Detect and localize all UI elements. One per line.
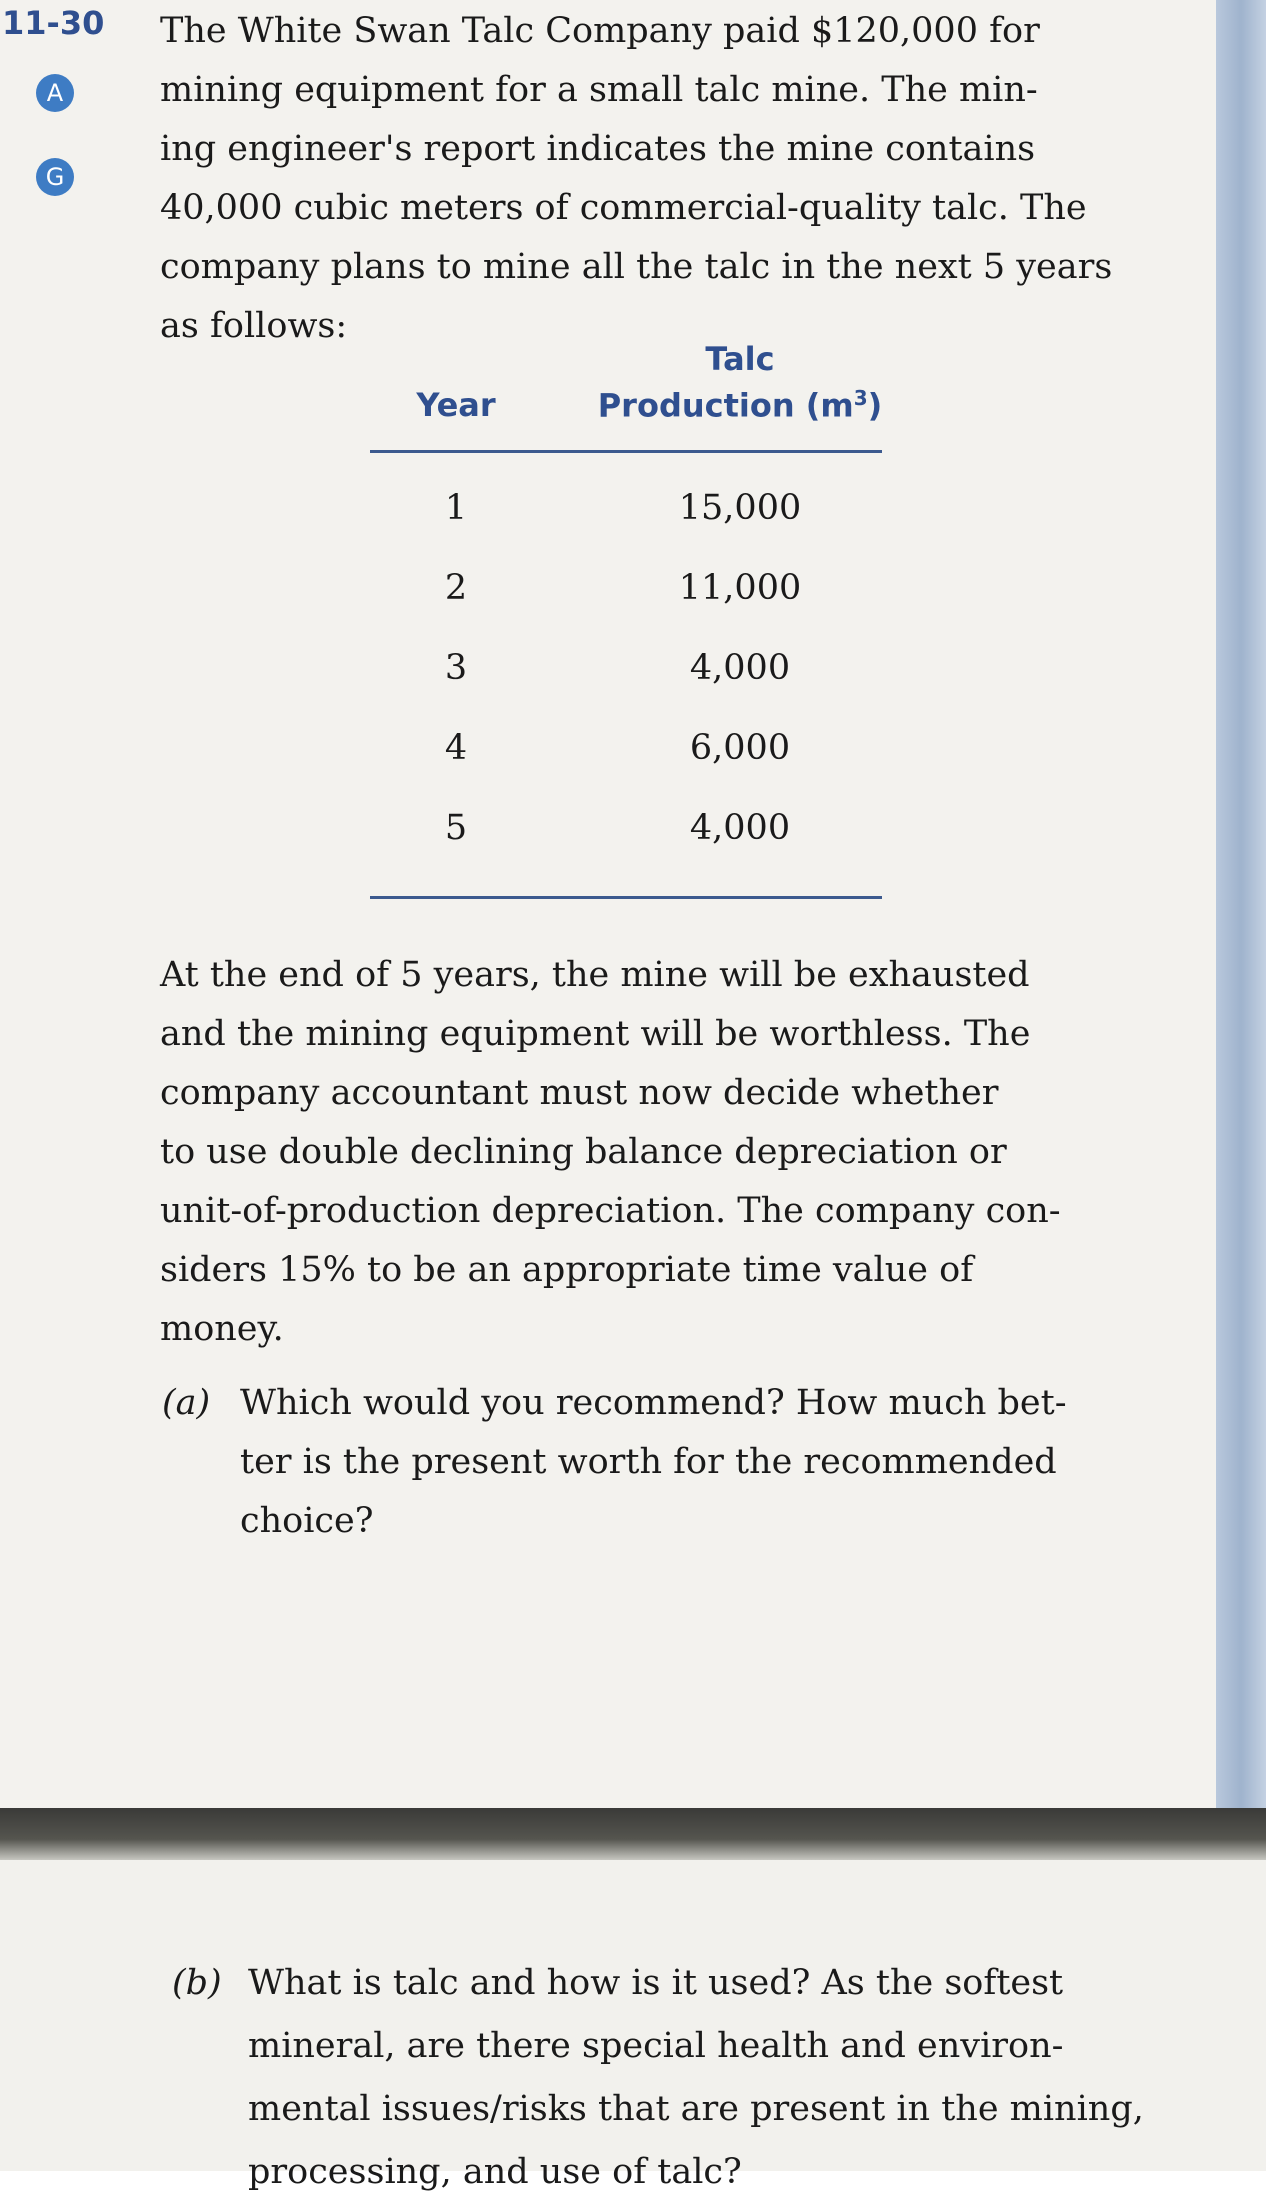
part-b-label: (b): [172, 1963, 222, 2003]
part-b-text: [248, 1952, 1188, 2204]
text-line: mental issues/risks that are present in the mining,: [248, 2089, 1144, 2129]
textbook-page-continued: [0, 1860, 1266, 2192]
production-label: Production (m: [597, 386, 854, 425]
text-line: choice?: [240, 1501, 374, 1541]
production-cell: 4,000: [689, 648, 791, 688]
text-line: ter is the present worth for the recommended: [240, 1442, 1057, 1482]
unit-exponent: 3: [853, 386, 868, 410]
text-line: to use double declining balance depreciation or: [160, 1132, 1007, 1172]
text-line: ing engineer's report indicates the mine contains: [160, 129, 1036, 169]
page-edge: [1216, 0, 1266, 1808]
text-line: Which would you recommend? How much bet-: [240, 1383, 1067, 1423]
part-a-label: (a): [162, 1383, 211, 1423]
text-line: siders 15% to be an appropriate time value of: [160, 1250, 974, 1290]
problem-number: 11-30: [2, 4, 105, 42]
year-cell: 2: [444, 568, 468, 608]
production-close: ): [867, 386, 883, 425]
table-bottom-rule: [370, 896, 882, 899]
year-cell: 3: [444, 648, 468, 688]
text-line: What is talc and how is it used? As the softest: [248, 1963, 1064, 2003]
year-cell: 4: [444, 728, 468, 768]
text-line: money.: [160, 1309, 284, 1349]
production-cell: 15,000: [678, 488, 802, 528]
part-a-text: [240, 1374, 1160, 1551]
header-year: Year: [416, 386, 496, 424]
page-gap-shadow: [0, 1808, 1266, 1860]
table-top-rule: [370, 450, 882, 453]
text-line: The White Swan Talc Company paid $120,000 for: [160, 11, 1040, 51]
text-line: as follows:: [160, 306, 348, 346]
text-line: mining equipment for a small talc mine. The min-: [160, 70, 1038, 110]
header-production-line1: Talc: [705, 340, 775, 378]
text-line: and the mining equipment will be worthless. The: [160, 1014, 1031, 1054]
year-cell: 1: [444, 488, 468, 528]
text-line: processing, and use of talc?: [248, 2152, 742, 2192]
text-line: company accountant must now decide whether: [160, 1073, 999, 1113]
production-cell: 11,000: [678, 568, 802, 608]
text-line: mineral, are there special health and environ-: [248, 2026, 1064, 2066]
year-cell: 5: [444, 808, 468, 848]
text-line: At the end of 5 years, the mine will be exhausted: [160, 955, 1030, 995]
text-line: 40,000 cubic meters of commercial-quality talc. The: [160, 188, 1087, 228]
text-line: unit-of-production depreciation. The company con-: [160, 1191, 1061, 1231]
badge-a: A: [36, 74, 74, 112]
problem-intro: [160, 2, 1160, 356]
text-line: company plans to mine all the talc in the next 5 years: [160, 247, 1113, 287]
problem-body: [160, 946, 1160, 1359]
badge-g: G: [36, 158, 74, 196]
production-cell: 6,000: [689, 728, 791, 768]
header-production-line2: [560, 386, 920, 425]
production-cell: 4,000: [689, 808, 791, 848]
